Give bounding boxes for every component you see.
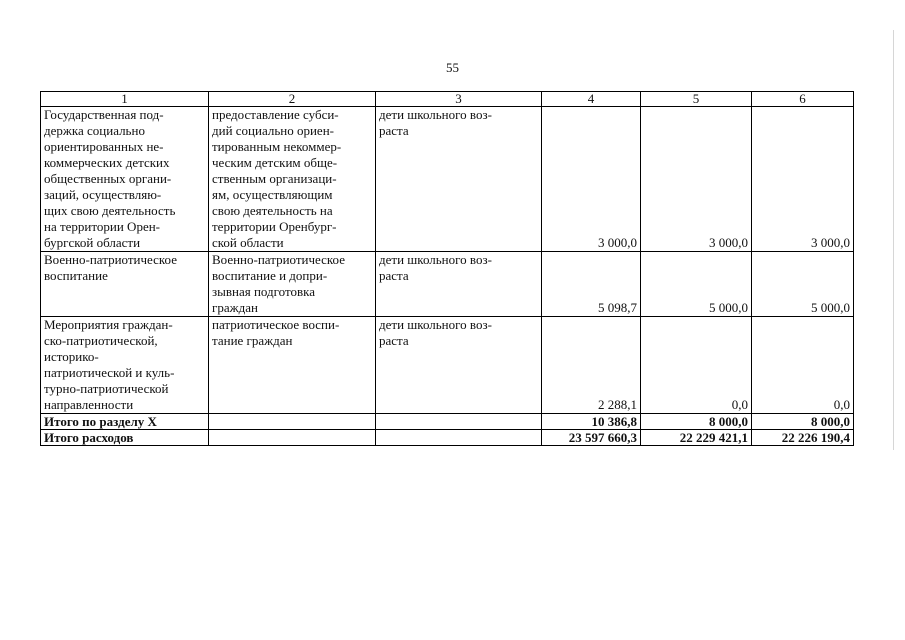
column-header: 3 [376, 92, 542, 107]
target-group-cell: дети школьного воз- раста [376, 107, 542, 252]
amount-col5-cell: 5 000,0 [641, 252, 752, 317]
amount-col5-cell: 0,0 [641, 317, 752, 414]
scan-edge-line [893, 30, 894, 450]
grand-total-row [41, 430, 854, 446]
column-header: 2 [209, 92, 376, 107]
total-col5-cell: 22 229 421,1 [641, 430, 752, 446]
amount-col4-cell: 2 288,1 [542, 317, 641, 414]
empty-cell [209, 414, 376, 430]
target-group-cell: дети школьного воз- раста [376, 252, 542, 317]
amount-col6-cell: 3 000,0 [752, 107, 854, 252]
amount-col4-cell: 5 098,7 [542, 252, 641, 317]
column-header: 4 [542, 92, 641, 107]
table-row [41, 252, 854, 317]
program-name-cell: Военно-патриотическое воспитание [41, 252, 209, 317]
column-header: 5 [641, 92, 752, 107]
total-col5-cell: 8 000,0 [641, 414, 752, 430]
amount-col5-cell: 3 000,0 [641, 107, 752, 252]
budget-table [40, 91, 854, 446]
amount-col6-cell: 0,0 [752, 317, 854, 414]
total-col4-cell: 10 386,8 [542, 414, 641, 430]
program-name-cell: Государственная под- держка социально ориентированных не- коммерческих детских общественных органи- заций, осуществляю- щих свою деятельность на территории Орен- бургской области [41, 107, 209, 252]
column-header: 1 [41, 92, 209, 107]
section-total-row [41, 414, 854, 430]
empty-cell [209, 430, 376, 446]
total-label-cell: Итого по разделу X [41, 414, 209, 430]
column-header: 6 [752, 92, 854, 107]
empty-cell [376, 414, 542, 430]
amount-col6-cell: 5 000,0 [752, 252, 854, 317]
total-col4-cell: 23 597 660,3 [542, 430, 641, 446]
activity-cell: Военно-патриотическое воспитание и допри- зывная подготовка граждан [209, 252, 376, 317]
program-name-cell: Мероприятия граждан- ско-патриотической, историко- патриотической и куль- турно-патриотической направленности [41, 317, 209, 414]
total-label-cell: Итого расходов [41, 430, 209, 446]
amount-col4-cell: 3 000,0 [542, 107, 641, 252]
page-number: 55 [446, 60, 459, 75]
empty-cell [376, 430, 542, 446]
table-row [41, 317, 854, 414]
total-col6-cell: 22 226 190,4 [752, 430, 854, 446]
activity-cell: патриотическое воспи- тание граждан [209, 317, 376, 414]
activity-cell: предоставление субси- дий социально ориен- тированным некоммер- ческим детским обще- ственным организаци- ям, осуществляющим свою деятельность на территории Оренбург- ской области [209, 107, 376, 252]
total-col6-cell: 8 000,0 [752, 414, 854, 430]
table-header-row [41, 92, 854, 107]
table-row [41, 107, 854, 252]
target-group-cell: дети школьного воз- раста [376, 317, 542, 414]
